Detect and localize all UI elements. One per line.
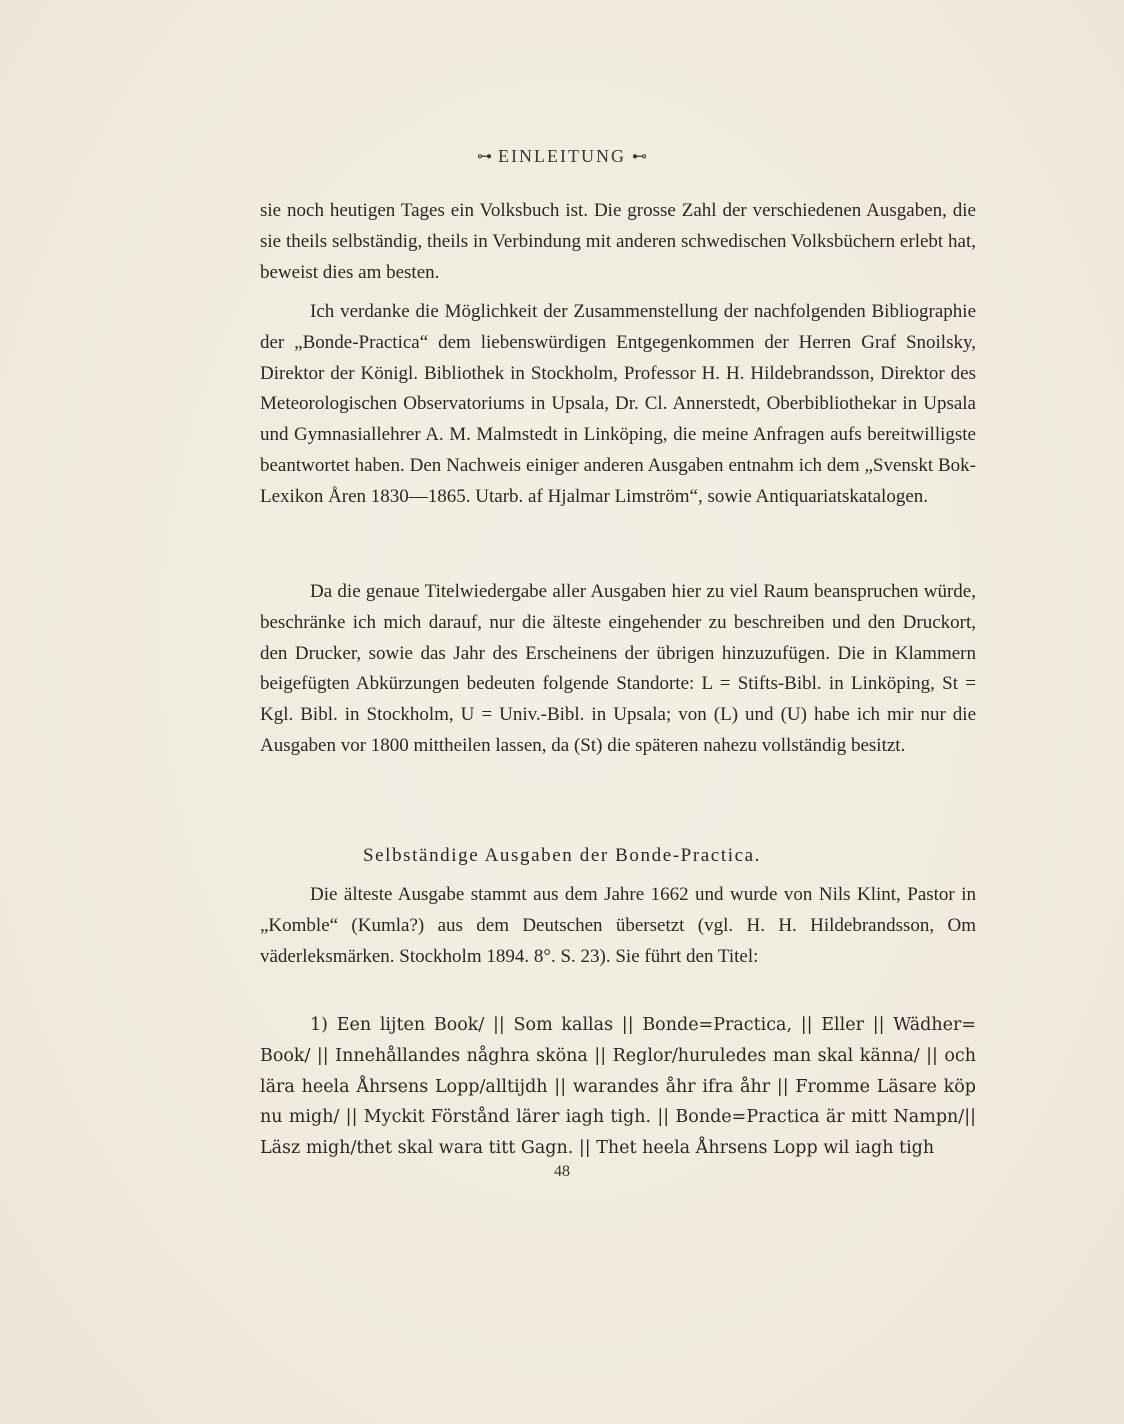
- paragraph-3: Da die genaue Titelwiedergabe aller Ausgaben hier zu viel Raum beanspruchen würde, beschränke ich mich darauf, nur die älteste eingehender zu beschreiben und den Druckort, den Drucker, sowie das Jahr des Erscheinens der übrigen hinzuzufügen. Die in Klammern beigefügten Abkürzungen bedeuten folgende Standorte: L = Stifts-Bibl. in Linköping, St = Kgl. Bibl. in Stockholm, U = Univ.-Bibl. in Upsala; von (L) und (U) habe ich mir nur die Ausgaben vor 1800 mittheilen lassen, da (St) die späteren nahezu vollständig besitzt.: [260, 581, 976, 756]
- paragraph-2: Ich verdanke die Möglichkeit der Zusammenstellung der nachfolgenden Bibliographie der „Bonde-Practica“ dem liebenswürdigen Entgegenkommen der Herren Graf Snoilsky, Direktor der Königl. Bibliothek in Stockholm, Professor H. H. Hildebrandsson, Direktor des Meteorologischen Observatoriums in Upsala, Dr. Cl. Annerstedt, Oberbibliothekar in Upsala und Gymnasiallehrer A. M. Malmstedt in Linköping, die meine Anfragen aufs bereitwilligste beantwortet haben. Den Nachweis einiger anderen Ausgaben entnahm ich dem „Svenskt Bok-Lexikon Åren 1830—1865. Utarb. af Hjalmar Limström“, sowie Antiquariatskatalogen.: [260, 301, 976, 507]
- title-entry-text: 1) Een lijten Book/ || Som kallas || Bonde=Practica, || Eller || Wädher= Book/ || Innehållandes någhra sköna || Reglor/huruledes man skal känna/ || och lära heela Åhrsens Lopp/alltijdh || warandes åhr ifra åhr || Fromme Läsare köp nu migh/ || Myckit Förstånd lärer iagh tigh. || Bonde=Practica är mitt Nampn/|| Läsz migh/thet skal wara titt Gagn. || Thet heela Åhrsens Lopp wil iagh tigh: [260, 1015, 976, 1159]
- paragraph-4: Die älteste Ausgabe stammt aus dem Jahre 1662 und wurde von Nils Klint, Pastor in „Komble“ (Kumla?) aus dem Deutschen übersetzt (vgl. H. H. Hildebrandsson, Om väderleksmärken. Stockholm 1894. 8°. S. 23). Sie führt den Titel:: [260, 884, 976, 967]
- paragraph-method: [260, 577, 976, 762]
- paragraph-acknowledgements: [260, 297, 976, 513]
- running-header: [0, 146, 1124, 167]
- paragraph-continuation: [260, 196, 976, 288]
- left-ornament-icon: ⊶: [477, 149, 493, 165]
- header-title: EINLEITUNG: [498, 146, 626, 166]
- title-entry-fraktur: [260, 1010, 976, 1164]
- section-title: Selbständige Ausgaben der Bonde-Practica.: [362, 845, 761, 866]
- page-number: 48: [554, 1163, 570, 1180]
- paragraph-oldest-edition: [260, 880, 976, 972]
- right-ornament-icon: ⊷: [631, 149, 647, 165]
- paragraph-1: sie noch heutigen Tages ein Volksbuch ist. Die grosse Zahl der verschiedenen Ausgaben, die sie theils selbständig, theils in Verbindung mit anderen schwedischen Volksbüchern erlebt hat, beweist dies am besten.: [260, 200, 976, 283]
